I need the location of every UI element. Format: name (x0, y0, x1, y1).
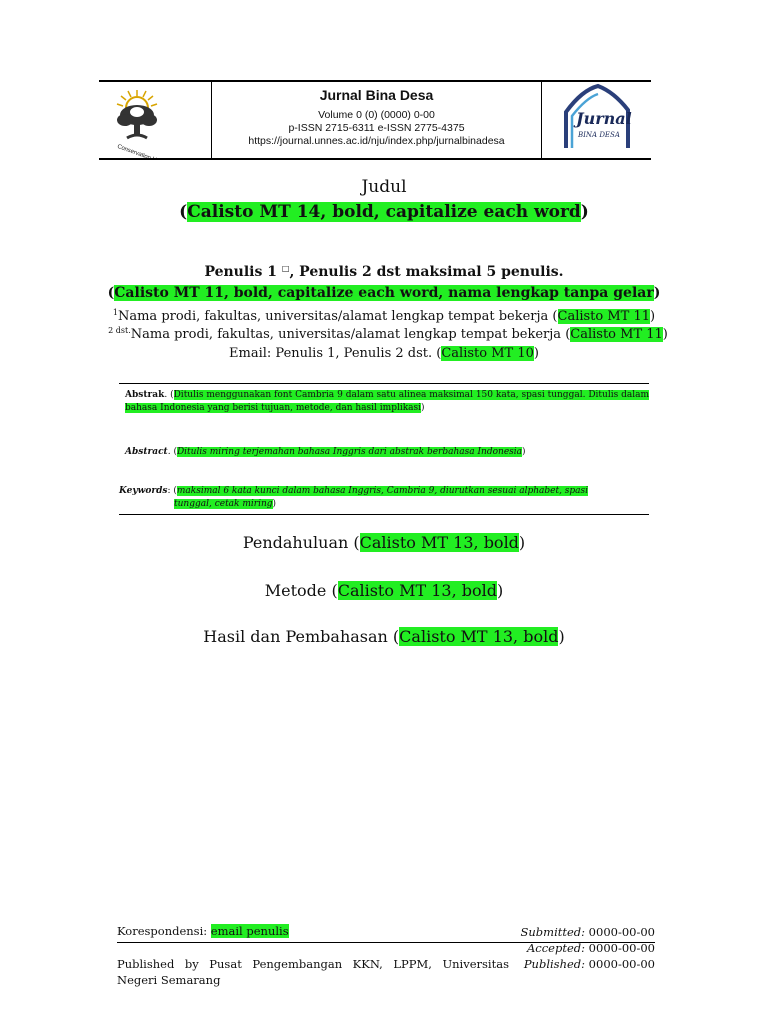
korespondensi: Korespondensi: email penulis (117, 924, 289, 938)
header-center (212, 82, 542, 158)
house-logo-icon (542, 82, 651, 158)
issn-line: p-ISSN 2715-6311 e-ISSN 2775-4375 (288, 122, 465, 134)
authors-line: Penulis 1 □, Penulis 2 dst maksimal 5 penulis. (204, 263, 564, 280)
abstrak-paragraph: Abstrak. (Ditulis menggunakan font Cambria 9 dalam satu alinea maksimal 150 kata, spasi tunggal. Ditulis dalam bahasa Indonesia yang berisi tujuan, metode, dan hasil implikasi) (125, 390, 650, 413)
journal-url[interactable]: https://journal.unnes.ac.id/nju/index.php/jurnalbinadesa (248, 135, 505, 147)
tree-logo-icon (99, 82, 211, 158)
accepted-date: Accepted: 0000-00-00 (527, 941, 655, 955)
affiliation-1: $^1$Nama prodi, fakultas, universitas/alamat lengkap tempat bekerja (Calisto MT 11) (112, 308, 656, 324)
publisher-line: Published by Pusat Pengembangan KKN, LPPM, Universitas Negeri Semarang (117, 957, 509, 987)
date-block (521, 924, 655, 972)
title-highlight: Calisto MT 14, bold, capitalize each word (187, 202, 581, 222)
logo-title: Jurnal (576, 109, 632, 128)
journal-logo (542, 82, 651, 158)
title-line: Judul (361, 177, 407, 197)
section-metode: Metode (Calisto MT 13, bold) (264, 581, 504, 600)
logo-subtitle: BINA DESA (578, 131, 620, 139)
published-date: Published: 0000-00-00 (523, 957, 655, 971)
author-email: email penulis (210, 924, 289, 938)
keywords-continued: tunggal, cetak miring) (174, 499, 277, 509)
authors-highlight: Calisto MT 11, bold, capitalize each word, nama lengkap tanpa gelar (114, 285, 654, 301)
submitted-date: Submitted: 0000-00-00 (520, 925, 655, 939)
journal-header (99, 80, 651, 160)
authors-format-note: (Calisto MT 11, bold, capitalize each word, nama lengkap tanpa gelar) (107, 285, 661, 301)
university-logo (99, 82, 212, 158)
title-format-note: (Calisto MT 14, bold, capitalize each word) (179, 202, 589, 222)
keywords-paragraph: Keywords: (maksimal 6 kata kunci dalam bahasa Inggris, Cambria 9, diurutkan sesuai alphabet, spasi (119, 486, 589, 496)
abstract-box (119, 383, 649, 515)
email-line: Email: Penulis 1, Penulis 2 dst. (Calisto MT 10) (229, 346, 539, 361)
journal-name: Jurnal Bina Desa (319, 87, 434, 103)
section-hasil: Hasil dan Pembahasan (Calisto MT 13, bold) (203, 627, 565, 646)
volume-line: Volume 0 (0) (0000) 0-00 (318, 109, 435, 121)
envelope-icon: □ (281, 263, 290, 273)
abstract-paragraph: Abstract. (Ditulis miring terjemahan bahasa Inggris dari abstrak berbahasa Indonesia) (125, 447, 526, 457)
affiliation-2: $^{2 dst.}$Nama prodi, fakultas, universitas/alamat lengkap tempat bekerja (Calisto MT 11) (108, 326, 668, 342)
section-pendahuluan: Pendahuluan (Calisto MT 13, bold) (242, 533, 526, 552)
logo-caption: Conservation University (116, 143, 178, 158)
